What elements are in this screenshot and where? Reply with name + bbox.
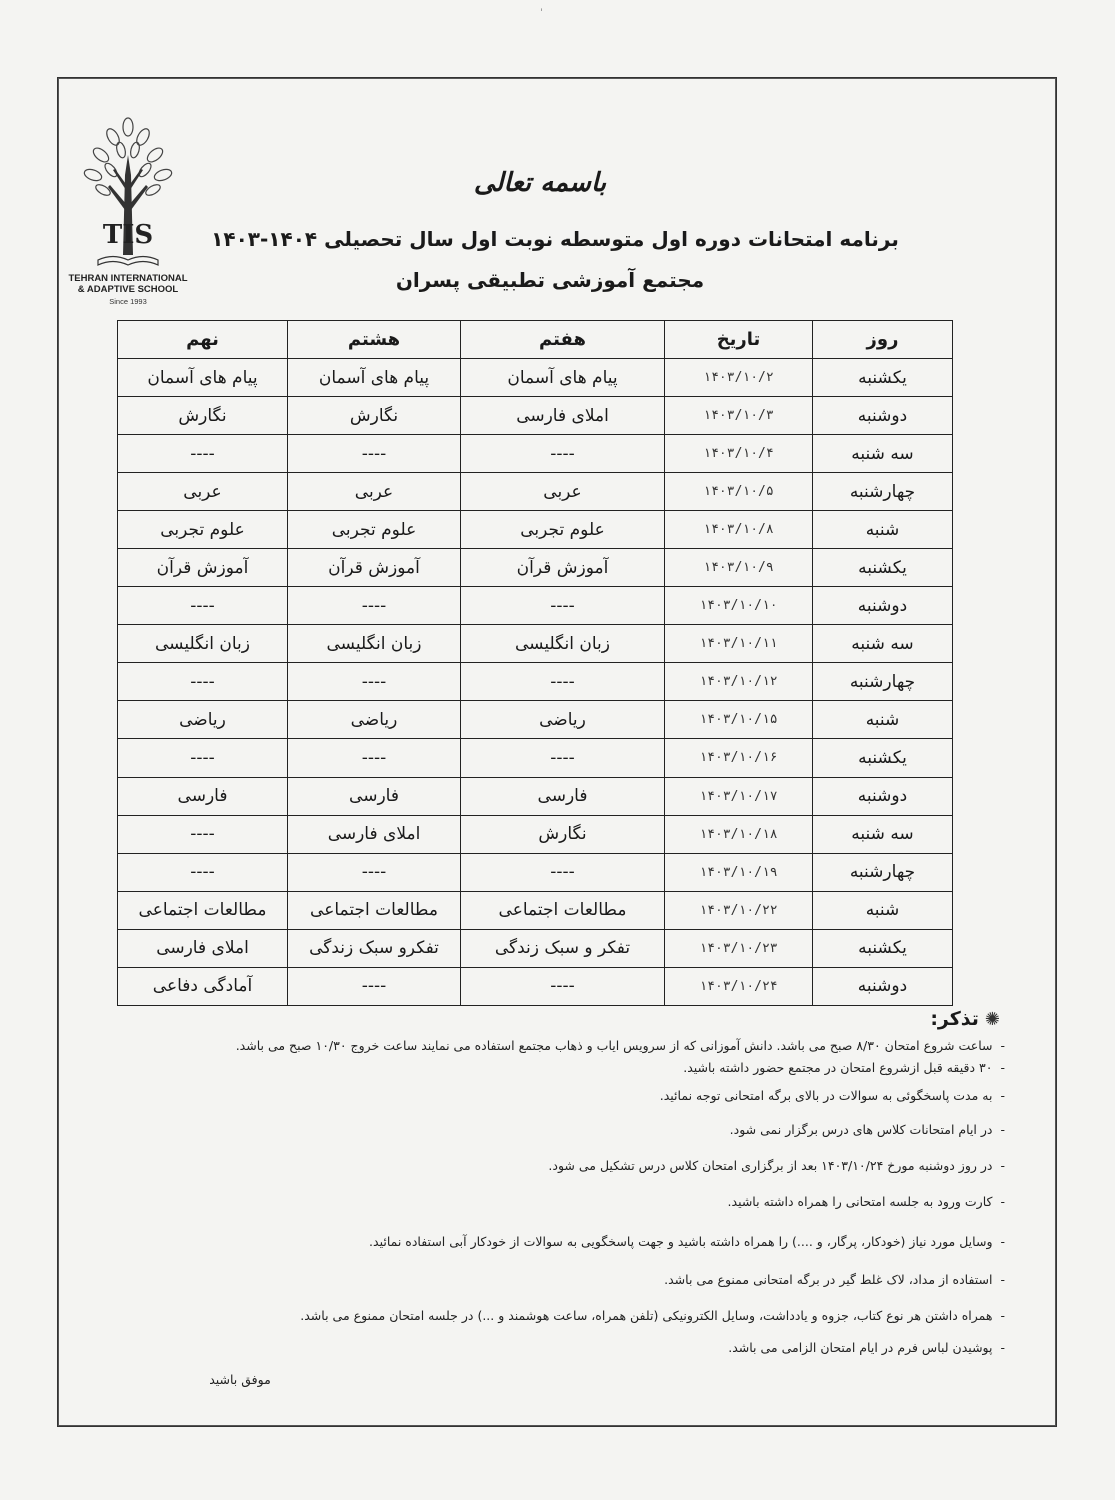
grade-7-cell: پیام های آسمان: [461, 359, 665, 397]
header-grade-8: هشتم: [288, 321, 461, 359]
grade-9-cell: مطالعات اجتماعی: [118, 891, 288, 929]
grade-9-cell: ----: [118, 853, 288, 891]
date-cell: ۱۴۰۳/۱۰/۹: [665, 549, 813, 587]
day-cell: دوشنبه: [813, 397, 953, 435]
grade-9-cell: ----: [118, 435, 288, 473]
scan-mark: ˈ: [540, 8, 543, 19]
exam-schedule-table: [117, 320, 953, 1006]
grade-7-cell: آموزش قرآن: [461, 549, 665, 587]
grade-8-cell: ----: [288, 967, 461, 1005]
table-row: [118, 777, 953, 815]
note-text: در ایام امتحانات کلاس های درس برگزار نمی شود.: [729, 1122, 993, 1137]
grade-7-cell: ریاضی: [461, 701, 665, 739]
date-cell: ۱۴۰۳/۱۰/۱۹: [665, 853, 813, 891]
grade-8-cell: مطالعات اجتماعی: [288, 891, 461, 929]
note-text: ساعت شروع امتحان ۸/۳۰ صبح می باشد. دانش آموزانی که از سرویس ایاب و ذهاب مجتمع استفاده می نمایند ساعت خروج ۱۰/۳۰ صبح می باشد.: [235, 1038, 993, 1053]
table-row: [118, 739, 953, 777]
note-text: وسایل مورد نیاز (خودکار، پرگار، و ....) را همراه داشته باشید و جهت پاسخگویی به سوالات از خودکار آبی استفاده نمائید.: [369, 1234, 993, 1249]
logo-name: [58, 273, 198, 295]
bullet-dash-icon: -: [1000, 1158, 1005, 1173]
grade-7-cell: نگارش: [461, 815, 665, 853]
note-text: در روز دوشنبه مورخ ۱۴۰۳/۱۰/۲۴ بعد از برگزاری امتحان کلاس درس تشکیل می شود.: [548, 1158, 993, 1173]
grade-8-cell: تفکرو سبک زندگی: [288, 929, 461, 967]
grade-9-cell: ----: [118, 739, 288, 777]
header-date: تاریخ: [665, 321, 813, 359]
note-item: [548, 1158, 1005, 1174]
grade-8-cell: علوم تجربی: [288, 511, 461, 549]
grade-9-cell: آموزش قرآن: [118, 549, 288, 587]
date-cell: ۱۴۰۳/۱۰/۱۵: [665, 701, 813, 739]
note-text: کارت ورود به جلسه امتحانی را همراه داشته باشید.: [727, 1194, 993, 1209]
grade-8-cell: آموزش قرآن: [288, 549, 461, 587]
day-cell: دوشنبه: [813, 587, 953, 625]
table-row: [118, 891, 953, 929]
notes-heading: [890, 1008, 1000, 1030]
grade-8-cell: ----: [288, 853, 461, 891]
page-title: برنامه امتحانات دوره اول متوسطه نوبت اول سال تحصیلی ۱۴۰۴-۱۴۰۳: [211, 227, 899, 251]
logo-name-line1: TEHRAN INTERNATIONAL: [68, 273, 188, 284]
bullet-dash-icon: -: [1000, 1122, 1005, 1137]
table-row: [118, 397, 953, 435]
note-item: [728, 1340, 1005, 1356]
date-cell: ۱۴۰۳/۱۰/۲۴: [665, 967, 813, 1005]
grade-8-cell: نگارش: [288, 397, 461, 435]
bullet-dash-icon: -: [1000, 1088, 1005, 1103]
date-cell: ۱۴۰۳/۱۰/۸: [665, 511, 813, 549]
asterisk-icon: ✺: [984, 1009, 1000, 1030]
note-text: ۳۰ دقیقه قبل ازشروع امتحان در مجتمع حضور داشته باشید.: [683, 1060, 993, 1075]
table-row: [118, 625, 953, 663]
note-item: [683, 1060, 1005, 1076]
day-cell: چهارشنبه: [813, 663, 953, 701]
grade-8-cell: پیام های آسمان: [288, 359, 461, 397]
grade-8-cell: فارسی: [288, 777, 461, 815]
notes-heading-label: تذکر:: [930, 1008, 979, 1030]
grade-7-cell: املای فارسی: [461, 397, 665, 435]
table-row: [118, 967, 953, 1005]
grade-7-cell: مطالعات اجتماعی: [461, 891, 665, 929]
grade-7-cell: ----: [461, 739, 665, 777]
tree-icon: [83, 115, 173, 270]
logo-monogram: TIS: [102, 220, 154, 250]
table-row: [118, 473, 953, 511]
day-cell: یکشنبه: [813, 359, 953, 397]
note-text: همراه داشتن هر نوع کتاب، جزوه و یادداشت، وسایل الکترونیکی (تلفن همراه، ساعت هوشمند و ...) در جلسه امتحان ممنوع می باشد.: [300, 1308, 993, 1323]
grade-7-cell: زبان انگلیسی: [461, 625, 665, 663]
table-row: [118, 549, 953, 587]
logo-name-line2: & ADAPTIVE SCHOOL: [77, 284, 179, 295]
grade-9-cell: نگارش: [118, 397, 288, 435]
grade-9-cell: زبان انگلیسی: [118, 625, 288, 663]
table-header-row: [118, 321, 953, 359]
bullet-dash-icon: -: [1000, 1308, 1005, 1323]
note-item: [660, 1088, 1005, 1104]
note-text: پوشیدن لباس فرم در ایام امتحان الزامی می باشد.: [728, 1340, 993, 1355]
grade-9-cell: املای فارسی: [118, 929, 288, 967]
day-cell: دوشنبه: [813, 777, 953, 815]
bullet-dash-icon: -: [1000, 1272, 1005, 1287]
table-row: [118, 701, 953, 739]
grade-8-cell: املای فارسی: [288, 815, 461, 853]
grade-8-cell: ریاضی: [288, 701, 461, 739]
bullet-dash-icon: -: [1000, 1038, 1005, 1053]
table-row: [118, 853, 953, 891]
day-cell: یکشنبه: [813, 929, 953, 967]
date-cell: ۱۴۰۳/۱۰/۵: [665, 473, 813, 511]
grade-9-cell: ----: [118, 587, 288, 625]
date-cell: ۱۴۰۳/۱۰/۳: [665, 397, 813, 435]
grade-9-cell: علوم تجربی: [118, 511, 288, 549]
date-cell: ۱۴۰۳/۱۰/۱۶: [665, 739, 813, 777]
day-cell: شنبه: [813, 701, 953, 739]
grade-8-cell: ----: [288, 739, 461, 777]
note-text: به مدت پاسخگوئی به سوالات در بالای برگه امتحانی توجه نمائید.: [659, 1088, 993, 1103]
day-cell: دوشنبه: [813, 967, 953, 1005]
grade-9-cell: فارسی: [118, 777, 288, 815]
grade-7-cell: عربی: [461, 473, 665, 511]
day-cell: یکشنبه: [813, 739, 953, 777]
page-subtitle: مجتمع آموزشی تطبیقی پسران: [395, 268, 705, 292]
grade-7-cell: ----: [461, 435, 665, 473]
date-cell: ۱۴۰۳/۱۰/۱۰: [665, 587, 813, 625]
day-cell: یکشنبه: [813, 549, 953, 587]
grade-7-cell: ----: [461, 967, 665, 1005]
grade-7-cell: ----: [461, 853, 665, 891]
table-row: [118, 663, 953, 701]
bullet-dash-icon: -: [1000, 1194, 1005, 1209]
grade-8-cell: عربی: [288, 473, 461, 511]
note-item: [664, 1272, 1005, 1288]
grade-8-cell: ----: [288, 663, 461, 701]
date-cell: ۱۴۰۳/۱۰/۱۷: [665, 777, 813, 815]
day-cell: شنبه: [813, 891, 953, 929]
table-row: [118, 929, 953, 967]
header-day: روز: [813, 321, 953, 359]
school-logo: [58, 115, 198, 315]
day-cell: شنبه: [813, 511, 953, 549]
grade-9-cell: ----: [118, 663, 288, 701]
date-cell: ۱۴۰۳/۱۰/۱۲: [665, 663, 813, 701]
table-row: [118, 815, 953, 853]
grade-9-cell: پیام های آسمان: [118, 359, 288, 397]
grade-7-cell: فارسی: [461, 777, 665, 815]
grade-7-cell: علوم تجربی: [461, 511, 665, 549]
date-cell: ۱۴۰۳/۱۰/۲: [665, 359, 813, 397]
header-grade-9: نهم: [118, 321, 288, 359]
grade-9-cell: عربی: [118, 473, 288, 511]
bullet-dash-icon: -: [1000, 1340, 1005, 1355]
grade-8-cell: زبان انگلیسی: [288, 625, 461, 663]
note-item: [236, 1038, 1005, 1054]
day-cell: سه شنبه: [813, 435, 953, 473]
date-cell: ۱۴۰۳/۱۰/۴: [665, 435, 813, 473]
day-cell: سه شنبه: [813, 625, 953, 663]
bullet-dash-icon: -: [1000, 1060, 1005, 1075]
day-cell: چهارشنبه: [813, 853, 953, 891]
grade-8-cell: ----: [288, 435, 461, 473]
day-cell: چهارشنبه: [813, 473, 953, 511]
date-cell: ۱۴۰۳/۱۰/۱۱: [665, 625, 813, 663]
table-row: [118, 435, 953, 473]
note-item: [369, 1234, 1005, 1250]
note-item: [730, 1122, 1005, 1138]
note-item: [300, 1308, 1005, 1324]
grade-9-cell: ریاضی: [118, 701, 288, 739]
closing-text: موفق باشید: [209, 1372, 271, 1387]
grade-9-cell: ----: [118, 815, 288, 853]
day-cell: سه شنبه: [813, 815, 953, 853]
note-text: استفاده از مداد، لاک غلط گیر در برگه امتحانی ممنوع می باشد.: [664, 1272, 993, 1287]
grade-8-cell: ----: [288, 587, 461, 625]
grade-7-cell: ----: [461, 663, 665, 701]
date-cell: ۱۴۰۳/۱۰/۲۲: [665, 891, 813, 929]
header-grade-7: هفتم: [461, 321, 665, 359]
table-row: [118, 511, 953, 549]
table-row: [118, 359, 953, 397]
date-cell: ۱۴۰۳/۱۰/۱۸: [665, 815, 813, 853]
grade-7-cell: ----: [461, 587, 665, 625]
table-row: [118, 587, 953, 625]
date-cell: ۱۴۰۳/۱۰/۲۳: [665, 929, 813, 967]
note-item: [728, 1194, 1005, 1210]
bullet-dash-icon: -: [1000, 1234, 1005, 1249]
grade-9-cell: آمادگی دفاعی: [118, 967, 288, 1005]
grade-7-cell: تفکر و سبک زندگی: [461, 929, 665, 967]
invocation-heading: باسمه تعالی: [473, 168, 607, 198]
logo-since: Since 1993: [109, 297, 147, 306]
